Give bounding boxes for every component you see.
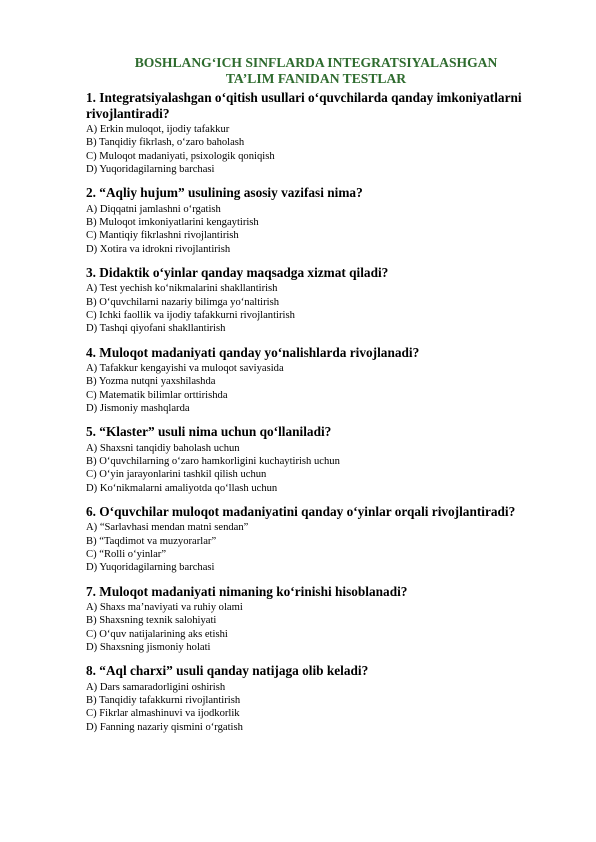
question-block (86, 185, 536, 256)
answer-option: D) Shaxsning jismoniy holati (86, 642, 211, 654)
answer-option: C) Mantiqiy fikrlashni rivojlantirish (86, 230, 239, 242)
question-text: 6. O‘quvchilar muloqot madaniyatini qanday o‘yinlar orqali rivojlantiradi? (86, 503, 516, 519)
question-block (86, 424, 536, 495)
answer-option: D) Tashqi qiyofani shakllantirish (86, 323, 226, 335)
question-block (86, 265, 536, 336)
answer-option: C) O‘yin jarayonlarini tashkil qilish uchun (86, 469, 267, 481)
answer-option: C) O‘quv natijalarining aks etishi (86, 628, 228, 640)
question-block (86, 504, 536, 575)
answer-option: D) Jismoniy mashqlarda (86, 402, 190, 414)
answer-option: A) Erkin muloqot, ijodiy tafakkur (86, 124, 230, 135)
answer-option: D) Yuqoridagilarning barchasi (86, 163, 215, 175)
answer-option: A) “Sarlavhasi mendan matni sendan” (86, 522, 249, 534)
answer-option: B) Muloqot imkoniyatlarini kengaytirish (86, 216, 259, 228)
question-block (86, 90, 536, 176)
answer-option: D) Xotira va idrokni rivojlantirish (86, 243, 231, 255)
document-title (86, 55, 536, 87)
question-text: 7. Muloqot madaniyati nimaning ko‘rinishi hisoblanadi? (86, 583, 408, 599)
answer-option: C) Matematik bilimlar orttirishda (86, 389, 228, 401)
question-text: 3. Didaktik o‘yinlar qanday maqsadga xizmat qiladi? (86, 264, 389, 280)
question-text: 5. “Klaster” usuli nima uchun qo‘llaniladi? (86, 424, 332, 440)
answer-option: B) O‘quvchilarning o‘zaro hamkorligini kuchaytirish uchun (86, 456, 340, 468)
answer-option: C) Muloqot madaniyati, psixologik qoniqish (86, 150, 275, 162)
answer-option: B) O‘quvchilarni nazariy bilimga yo‘naltirish (86, 296, 279, 308)
answer-option: B) Yozma nutqni yaxshilashda (86, 376, 216, 388)
answer-option: C) “Rolli o‘yinlar” (86, 549, 167, 561)
question-list (86, 90, 536, 734)
answer-option: A) Shaxsni tanqidiy baholash uchun (86, 442, 240, 454)
question-block (86, 584, 536, 655)
answer-option: B) “Taqdimot va muzyorarlar” (86, 535, 217, 547)
question-text: 2. “Aqliy hujum” usulining asosiy vazifasi nima? (86, 185, 363, 201)
answer-option: B) Tanqidiy tafakkurni rivojlantirish (86, 695, 241, 707)
question-text: 1. Integratsiyalashgan o‘qitish usullari o‘quvchilarda qanday imkoniyatlarni rivojlantiradi? (86, 90, 522, 121)
answer-option: A) Test yechish ko‘nikmalarini shakllantirish (86, 283, 278, 295)
answer-option: A) Dars samaradorligini oshirish (86, 681, 226, 693)
answer-option: C) Fikrlar almashinuvi va ijodkorlik (86, 708, 240, 720)
question-block (86, 345, 536, 416)
title-line-1: BOSHLANG‘ICH SINFLARDA INTEGRATSIYALASHGAN (134, 55, 498, 70)
question-text: 4. Muloqot madaniyati qanday yo‘nalishlarda rivojlanadi? (86, 344, 420, 360)
question-text: 8. “Aql charxi” usuli qanday natijaga olib keladi? (86, 663, 369, 679)
answer-option: D) Yuqoridagilarning barchasi (86, 562, 215, 574)
title-line-2: TA’LIM FANIDAN TESTLAR (225, 71, 407, 86)
answer-option: A) Diqqatni jamlashni o‘rgatish (86, 203, 221, 215)
answer-option: A) Tafakkur kengayishi va muloqot saviyasida (86, 363, 284, 375)
answer-option: D) Fanning nazariy qismini o‘rgatish (86, 721, 243, 733)
answer-option: B) Shaxsning texnik salohiyati (86, 615, 217, 627)
answer-option: A) Shaxs ma’naviyati va ruhiy olami (86, 602, 243, 614)
answer-option: B) Tanqidiy fikrlash, o‘zaro baholash (86, 137, 245, 149)
answer-option: C) Ichki faollik va ijodiy tafakkurni rivojlantirish (86, 309, 295, 321)
question-block (86, 663, 536, 734)
answer-option: D) Ko‘nikmalarni amaliyotda qo‘llash uchun (86, 482, 278, 494)
